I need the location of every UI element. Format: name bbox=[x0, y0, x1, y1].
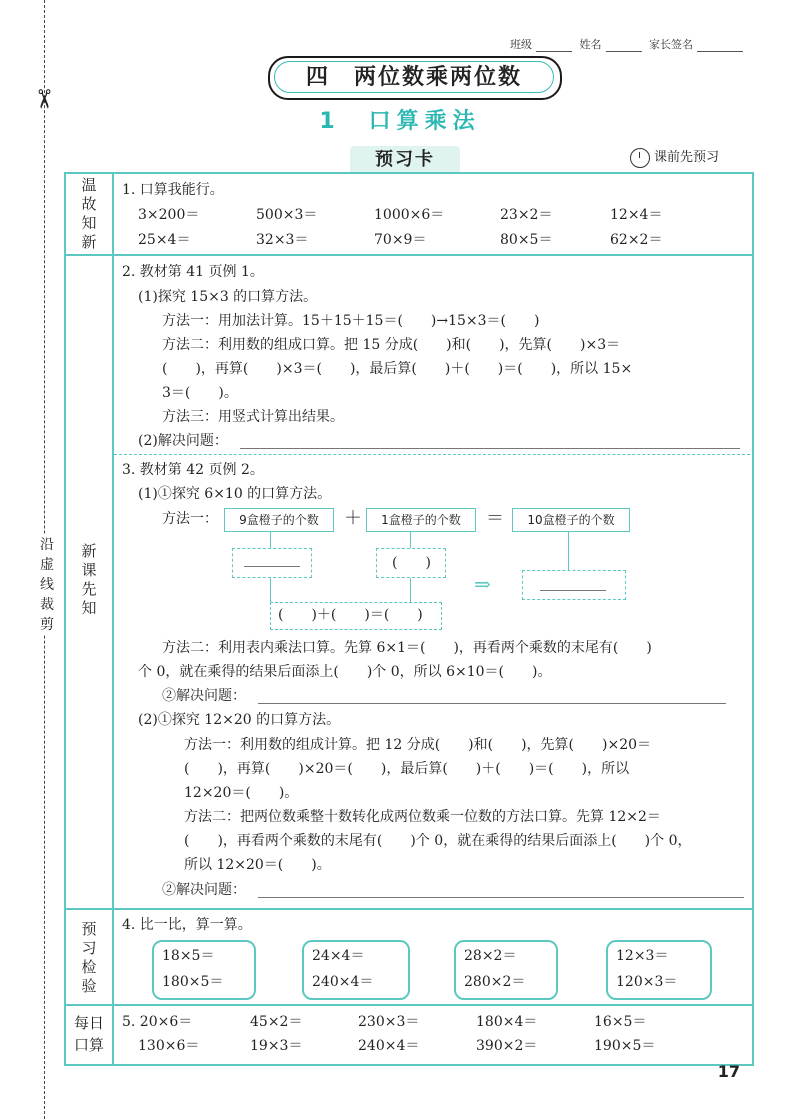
lesson-title: 1 口算乘法 bbox=[319, 109, 481, 134]
label-char: 先 bbox=[81, 580, 97, 598]
label-char: 课 bbox=[81, 561, 97, 579]
blank-box-1[interactable] bbox=[232, 548, 312, 578]
q5-problem: 19×3＝ bbox=[250, 1038, 303, 1054]
q2-title: 2. 教材第 41 页例 1。 bbox=[122, 264, 264, 280]
scissors-icon: ✂ bbox=[27, 88, 58, 110]
paren-blank[interactable]: ( ) bbox=[392, 555, 431, 571]
q3-part-method1: 12×20＝( )。 bbox=[184, 785, 299, 801]
plus-sign: ＋ bbox=[344, 508, 362, 529]
q1-problem: 12×4＝ bbox=[610, 207, 663, 223]
compare-problem: 28×2＝ bbox=[464, 948, 517, 964]
q1-problem: 80×5＝ bbox=[500, 232, 553, 248]
compare-problem: 24×4＝ bbox=[312, 948, 365, 964]
q2-method3: 方法三：用竖式计算出结果。 bbox=[162, 409, 344, 425]
cut-char: 沿 bbox=[40, 537, 54, 553]
label-line: 每日 bbox=[73, 1014, 104, 1032]
parent-field[interactable] bbox=[697, 51, 743, 52]
tag-10-boxes: 10盒橙子的个数 bbox=[512, 508, 630, 532]
q2-method2: ( )，再算( )×3＝( )，最后算( )＋( )＝( )，所以 15× bbox=[162, 361, 633, 377]
q3-answer-line[interactable] bbox=[258, 897, 744, 898]
double-arrow-icon: ⇒ bbox=[474, 572, 491, 596]
q2-method2: 3＝( )。 bbox=[162, 385, 238, 401]
question-separator bbox=[114, 454, 750, 455]
tag-9-boxes: 9盒橙子的个数 bbox=[224, 508, 334, 532]
unit-title: 四 两位数乘两位数 bbox=[274, 61, 554, 93]
q3-sub2: (2)①探究 12×20 的口算方法。 bbox=[138, 712, 341, 728]
q5-problem: 390×2＝ bbox=[476, 1038, 538, 1054]
label-char: 验 bbox=[81, 977, 97, 995]
q5-problem: 190×5＝ bbox=[594, 1038, 656, 1054]
q5-problem: 180×4＝ bbox=[476, 1014, 538, 1030]
q1-problem: 70×9＝ bbox=[374, 232, 427, 248]
section-new-label bbox=[66, 542, 112, 618]
cut-char: 剪 bbox=[40, 617, 54, 633]
arrow-line bbox=[410, 578, 411, 602]
label-char: 习 bbox=[81, 939, 97, 957]
q3-part-method1: ( )，再算( )×20＝( )，最后算( )＋( )＝( )，所以 bbox=[184, 761, 630, 777]
label-char: 检 bbox=[81, 958, 97, 976]
section-check-label bbox=[66, 920, 112, 996]
q2-method1: 方法一：用加法计算。15＋15＋15＝( )→15×3＝( ) bbox=[162, 313, 540, 329]
q5-problem: 230×3＝ bbox=[358, 1014, 420, 1030]
label-char: 知 bbox=[81, 214, 97, 232]
arrow-line bbox=[568, 532, 569, 570]
q3-sub1: (1)①探究 6×10 的口算方法。 bbox=[138, 486, 332, 502]
cut-char: 线 bbox=[40, 577, 54, 593]
class-label: 班级 bbox=[510, 38, 532, 51]
signature-bar bbox=[510, 36, 747, 52]
blank-box-3[interactable] bbox=[522, 570, 626, 600]
row-divider bbox=[64, 1004, 752, 1006]
cut-char: 虚 bbox=[40, 557, 54, 573]
q1-problem: 500×3＝ bbox=[256, 207, 318, 223]
q3-method1: 方法一： bbox=[162, 511, 218, 527]
compare-problem: 120×3＝ bbox=[616, 974, 678, 990]
preview-label: 课前先预习 bbox=[654, 150, 720, 165]
q2-sub1: (1)探究 15×3 的口算方法。 bbox=[138, 289, 318, 305]
compare-problem: 180×5＝ bbox=[162, 974, 224, 990]
label-char: 新 bbox=[81, 233, 97, 251]
q2-method2: 方法二：利用数的组成口算。把 15 分成( )和( )，先算( )×3＝ bbox=[162, 337, 621, 353]
compare-problem: 18×5＝ bbox=[162, 948, 215, 964]
q5-problem: 5. 20×6＝ bbox=[122, 1014, 193, 1030]
blank-line[interactable] bbox=[540, 590, 606, 591]
column-divider bbox=[112, 172, 114, 1064]
q3-title: 3. 教材第 42 页例 2。 bbox=[122, 462, 264, 478]
arrow-line bbox=[410, 532, 411, 548]
cut-char: 裁 bbox=[40, 597, 54, 613]
name-label: 姓名 bbox=[579, 38, 602, 51]
section-daily-label bbox=[66, 1012, 112, 1056]
q3-solve2: ②解决问题： bbox=[162, 882, 246, 898]
blank-line[interactable] bbox=[244, 566, 300, 567]
q1-title: 1. 口算我能行。 bbox=[122, 182, 224, 198]
row-divider bbox=[64, 254, 752, 256]
tag-1-box: 1盒橙子的个数 bbox=[366, 508, 476, 532]
q3-part-method1: 方法一：利用数的组成计算。把 12 分成( )和( )，先算( )×20＝ bbox=[184, 737, 652, 753]
arrow-line bbox=[270, 578, 271, 602]
alarm-clock-icon bbox=[630, 148, 650, 168]
card-title: 预习卡 bbox=[350, 146, 460, 174]
label-char: 新 bbox=[81, 542, 97, 560]
cut-label bbox=[36, 535, 58, 635]
q4-title: 4. 比一比，算一算。 bbox=[122, 917, 252, 933]
label-char: 知 bbox=[81, 599, 97, 617]
q3-part-method2: 所以 12×20＝( )。 bbox=[184, 857, 331, 873]
name-field[interactable] bbox=[606, 51, 642, 52]
q3-part-method2: 方法二：把两位数乘整十数转化成两位数乘一位数的方法口算。先算 12×2＝ bbox=[184, 809, 661, 825]
parent-label: 家长签名 bbox=[649, 38, 693, 51]
label-char: 温 bbox=[81, 176, 97, 194]
label-char: 故 bbox=[81, 195, 97, 213]
q1-problem: 23×2＝ bbox=[500, 207, 553, 223]
q1-problem: 1000×6＝ bbox=[374, 207, 445, 223]
compare-problem: 280×2＝ bbox=[464, 974, 526, 990]
page-number: 17 bbox=[717, 1062, 740, 1081]
q1-problem: 32×3＝ bbox=[256, 232, 309, 248]
compare-problem: 240×4＝ bbox=[312, 974, 374, 990]
q3-part-method2: ( )，再看两个乘数的末尾有( )个 0，就在乘得的结果后面添上( )个 0， bbox=[184, 833, 692, 849]
q2-solve: (2)解决问题： bbox=[138, 433, 228, 449]
row-divider bbox=[64, 908, 752, 910]
label-line: 口算 bbox=[73, 1036, 104, 1054]
q3-method2: 方法二：利用表内乘法口算。先算 6×1＝( )，再看两个乘数的末尾有( ) bbox=[162, 640, 652, 656]
q3-method2: 个 0，就在乘得的结果后面添上( )个 0，所以 6×10＝( )。 bbox=[138, 664, 552, 680]
section-review-label bbox=[66, 176, 112, 252]
q3-answer-line[interactable] bbox=[258, 703, 726, 704]
q1-problem: 25×4＝ bbox=[138, 232, 191, 248]
q1-problem: 3×200＝ bbox=[138, 207, 200, 223]
label-char: 预 bbox=[81, 920, 97, 938]
q5-problem: 45×2＝ bbox=[250, 1014, 303, 1030]
q3-solve1: ②解决问题： bbox=[162, 688, 246, 704]
q5-problem: 240×4＝ bbox=[358, 1038, 420, 1054]
preview-tag bbox=[630, 146, 719, 168]
q1-problem: 62×2＝ bbox=[610, 232, 663, 248]
q5-problem: 130×6＝ bbox=[138, 1038, 200, 1054]
class-field[interactable] bbox=[536, 51, 572, 52]
q5-problem: 16×5＝ bbox=[594, 1014, 647, 1030]
compare-problem: 12×3＝ bbox=[616, 948, 669, 964]
q2-answer-line[interactable] bbox=[240, 448, 740, 449]
arrow-line bbox=[270, 532, 271, 548]
equals-sign: ＝ bbox=[486, 508, 504, 529]
combo-expression[interactable]: ( )＋( )＝( ) bbox=[278, 607, 423, 623]
